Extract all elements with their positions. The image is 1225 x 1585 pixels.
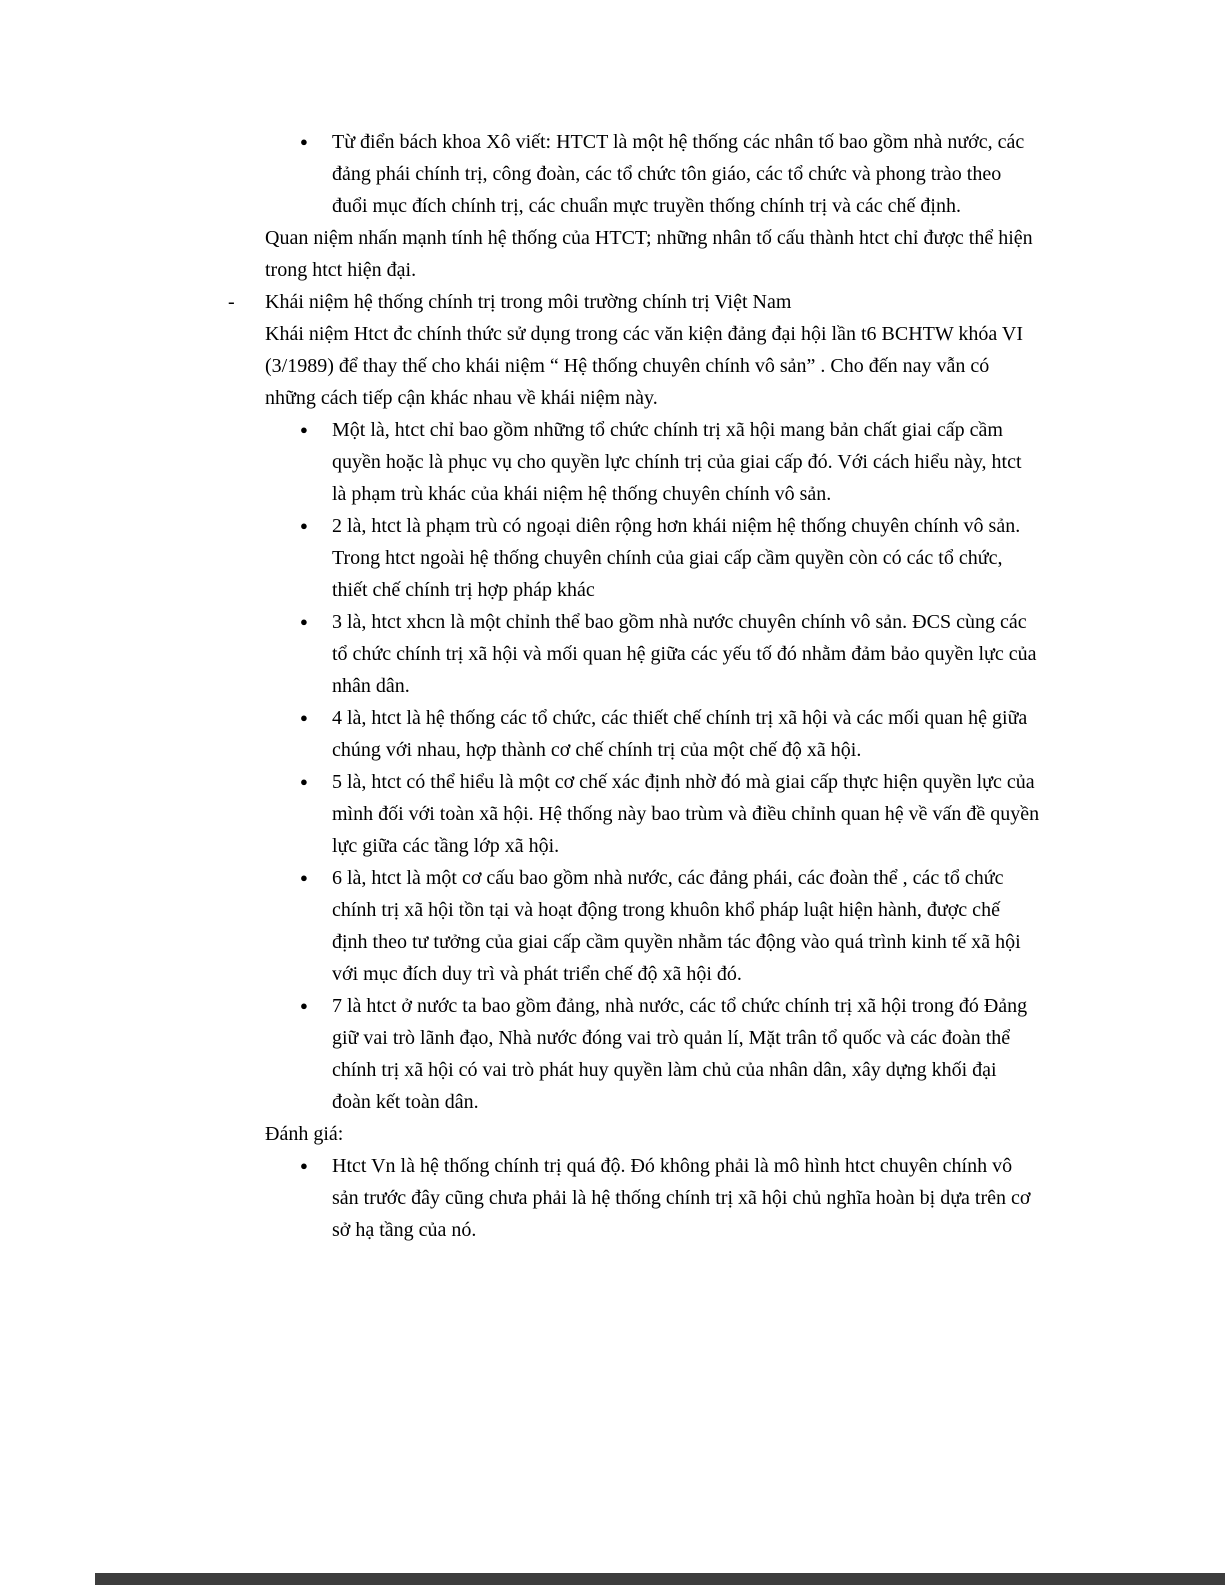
list-item [228, 126, 1040, 222]
block-text: 6 là, htct là một cơ cấu bao gồm nhà nước, các đảng phái, các đoàn thể , các tổ chức chính trị xã hội tồn tại và hoạt động trong khuôn khổ pháp luật hiện hành, được chế định theo tư tưởng của giai cấp cầm quyền nhằm tác động vào quá trình kinh tế xã hội với mục đích duy trì và phát triển chế độ xã hội đó. [332, 867, 1021, 985]
bullet-marker-icon: ● [300, 422, 308, 437]
block-text: Đánh giá: [265, 1123, 344, 1145]
block-text: 5 là, htct có thể hiểu là một cơ chế xác định nhờ đó mà giai cấp thực hiện quyền lực của mình đối với toàn xã hội. Hệ thống này bao trùm và điều chỉnh quan hệ về vấn đề quyền lực giữa các tầng lớp xã hội. [332, 771, 1040, 857]
block-text: 7 là htct ở nước ta bao gồm đảng, nhà nước, các tổ chức chính trị xã hội trong đó Đảng giữ vai trò lãnh đạo, Nhà nước đóng vai trò quản lí, Mặt trân tổ quốc và các đoàn thể chính trị xã hội có vai trò phát huy quyền làm chủ của nhân dân, xây dựng khối đại đoàn kết toàn dân. [332, 995, 1028, 1113]
bullet-marker-icon: ● [300, 774, 308, 789]
bottom-bar [95, 1573, 1225, 1585]
block-text: 4 là, htct là hệ thống các tổ chức, các thiết chế chính trị xã hội và các mối quan hệ giữa chúng với nhau, hợp thành cơ chế chính trị của một chế độ xã hội. [332, 707, 1028, 761]
list-item [228, 1150, 1040, 1246]
bullet-marker-icon: ● [300, 710, 308, 725]
block-text: Một là, htct chỉ bao gồm những tổ chức chính trị xã hội mang bản chất giai cấp cầm quyền hoặc là phục vụ cho quyền lực chính trị của giai cấp đó. Với cách hiểu này, htct là phạm trù khác của khái niệm hệ thống chuyên chính vô sản. [332, 419, 1022, 505]
paragraph [228, 1118, 1040, 1150]
dash-marker-icon: - [228, 291, 235, 313]
bullet-marker-icon: ● [300, 134, 308, 149]
list-item [228, 510, 1040, 606]
paragraph [228, 318, 1040, 414]
bullet-marker-icon: ● [300, 614, 308, 629]
bullet-marker-icon: ● [300, 998, 308, 1013]
list-item [228, 862, 1040, 990]
block-text: 2 là, htct là phạm trù có ngoại diên rộng hơn khái niệm hệ thống chuyên chính vô sản. Trong htct ngoài hệ thống chuyên chính của giai cấp cầm quyền còn có các tổ chức, thiết chế chính trị hợp pháp khác [332, 515, 1021, 601]
block-text: Khái niệm Htct đc chính thức sử dụng trong các văn kiện đảng đại hội lần t6 BCHTW khóa VI (3/1989) để thay thế cho khái niệm “ Hệ thống chuyên chính vô sản” . Cho đến nay vẫn có những cách tiếp cận khác nhau về khái niệm này. [265, 323, 1023, 409]
bullet-marker-icon: ● [300, 1158, 308, 1173]
block-text: 3 là, htct xhcn là một chỉnh thể bao gồm nhà nước chuyên chính vô sản. ĐCS cùng các tổ chức chính trị xã hội và mối quan hệ giữa các yếu tố đó nhằm đảm bảo quyền lực của nhân dân. [332, 611, 1037, 697]
list-item [228, 286, 1040, 318]
block-text: Từ điển bách khoa Xô viết: HTCT là một hệ thống các nhân tố bao gồm nhà nước, các đảng phái chính trị, công đoàn, các tổ chức tôn giáo, các tổ chức và phong trào theo đuổi mục đích chính trị, các chuẩn mực truyền thống chính trị và các chế định. [332, 131, 1025, 217]
block-text: Htct Vn là hệ thống chính trị quá độ. Đó không phải là mô hình htct chuyên chính vô sản trước đây cũng chưa phải là hệ thống chính trị xã hội chủ nghĩa hoàn bị dựa trên cơ sở hạ tầng của nó. [332, 1155, 1031, 1241]
block-text: Khái niệm hệ thống chính trị trong môi trường chính trị Việt Nam [265, 291, 792, 313]
bullet-marker-icon: ● [300, 870, 308, 885]
list-item [228, 766, 1040, 862]
list-item [228, 606, 1040, 702]
paragraph [228, 222, 1040, 286]
list-item [228, 702, 1040, 766]
block-text: Quan niệm nhấn mạnh tính hệ thống của HTCT; những nhân tố cấu thành htct chỉ được thể hiện trong htct hiện đại. [265, 227, 1033, 281]
bullet-marker-icon: ● [300, 518, 308, 533]
list-item [228, 414, 1040, 510]
list-item [228, 990, 1040, 1118]
